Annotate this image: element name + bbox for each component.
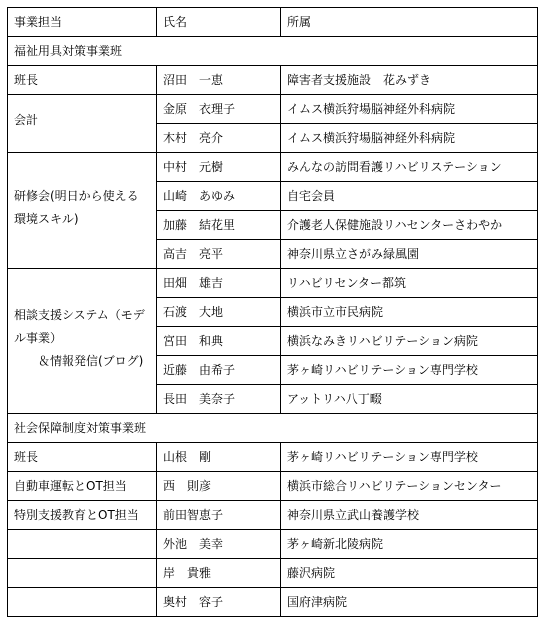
role-cell (8, 588, 157, 617)
role-label: 会計 (14, 113, 39, 127)
table-row (8, 530, 538, 559)
name-cell: 木村 亮介 (157, 124, 281, 153)
name-cell: 加藤 結花里 (157, 211, 281, 240)
affiliation-cell: 藤沢病院 (281, 559, 538, 588)
table-row (8, 269, 538, 298)
affiliation-cell: 茅ヶ崎新北陵病院 (281, 530, 538, 559)
role-label-line: 環境スキル) (14, 211, 79, 226)
affiliation-cell: 国府津病院 (281, 588, 538, 617)
name-cell: 外池 美幸 (157, 530, 281, 559)
name-cell: 西 則彦 (157, 472, 281, 501)
table-row (8, 153, 538, 182)
section-title: 社会保障制度対策事業班 (8, 414, 538, 443)
role-cell (8, 530, 157, 559)
affiliation-cell: 茅ヶ崎リハビリテーション専門学校 (281, 356, 538, 385)
name-cell: 沼田 一恵 (157, 66, 281, 95)
name-cell: 中村 元樹 (157, 153, 281, 182)
table-row (8, 559, 538, 588)
name-cell: 宮田 和典 (157, 327, 281, 356)
role-cell (8, 95, 157, 153)
table-row (8, 472, 538, 501)
role-cell (8, 269, 157, 414)
role-cell (8, 559, 157, 588)
name-cell: 山根 剛 (157, 443, 281, 472)
affiliation-cell: 介護老人保健施設リハセンターさわやか (281, 211, 538, 240)
affiliation-cell: 茅ヶ崎リハビリテーション専門学校 (281, 443, 538, 472)
affiliation-cell: アットリハ八丁畷 (281, 385, 538, 414)
name-cell: 石渡 大地 (157, 298, 281, 327)
role-label-line: ル事業） (14, 330, 63, 345)
name-cell: 前田智恵子 (157, 501, 281, 530)
table-row (8, 588, 538, 617)
affiliation-cell: みんなの訪問看護リハビリステーション (281, 153, 538, 182)
role-cell: 班長 (8, 66, 157, 95)
name-cell: 奥村 容子 (157, 588, 281, 617)
affiliation-cell: 横浜なみきリハビリテーション病院 (281, 327, 538, 356)
role-label-line: 相談支援システム（モデ (14, 307, 145, 322)
header-name: 氏名 (157, 8, 281, 37)
table-row (8, 95, 538, 124)
affiliation-cell: イムス横浜狩場脳神経外科病院 (281, 95, 538, 124)
section-row (8, 414, 538, 443)
name-cell: 田畑 雄吉 (157, 269, 281, 298)
header-role: 事業担当 (8, 8, 157, 37)
name-cell: 岸 貴雅 (157, 559, 281, 588)
table-row (8, 501, 538, 530)
affiliation-cell: 自宅会員 (281, 182, 538, 211)
affiliation-cell: リハビリセンター都筑 (281, 269, 538, 298)
role-cell: 班長 (8, 443, 157, 472)
name-cell: 近藤 由希子 (157, 356, 281, 385)
name-cell: 長田 美奈子 (157, 385, 281, 414)
name-cell: 高吉 亮平 (157, 240, 281, 269)
affiliation-cell: 横浜市総合リハビリテーションセンター (281, 472, 538, 501)
table-row (8, 443, 538, 472)
section-title: 福祉用具対策事業班 (8, 37, 538, 66)
role-cell: 特別支援教育とOT担当 (8, 501, 157, 530)
header-affiliation: 所属 (281, 8, 538, 37)
affiliation-cell: 神奈川県立武山養護学校 (281, 501, 538, 530)
role-cell: 自動車運転とOT担当 (8, 472, 157, 501)
affiliation-cell: イムス横浜狩場脳神経外科病院 (281, 124, 538, 153)
section-row (8, 37, 538, 66)
affiliation-cell: 横浜市立市民病院 (281, 298, 538, 327)
affiliation-cell: 障害者支援施設 花みずき (281, 66, 538, 95)
role-label-line: 研修会(明日から使える (14, 188, 139, 203)
name-cell: 山崎 あゆみ (157, 182, 281, 211)
name-cell: 金原 衣理子 (157, 95, 281, 124)
header-row (8, 8, 538, 37)
affiliation-cell: 神奈川県立さがみ緑風園 (281, 240, 538, 269)
staff-table (7, 7, 538, 617)
role-cell (8, 153, 157, 269)
role-label-line: ＆情報発信(ブログ) (38, 353, 144, 368)
table-row (8, 66, 538, 95)
